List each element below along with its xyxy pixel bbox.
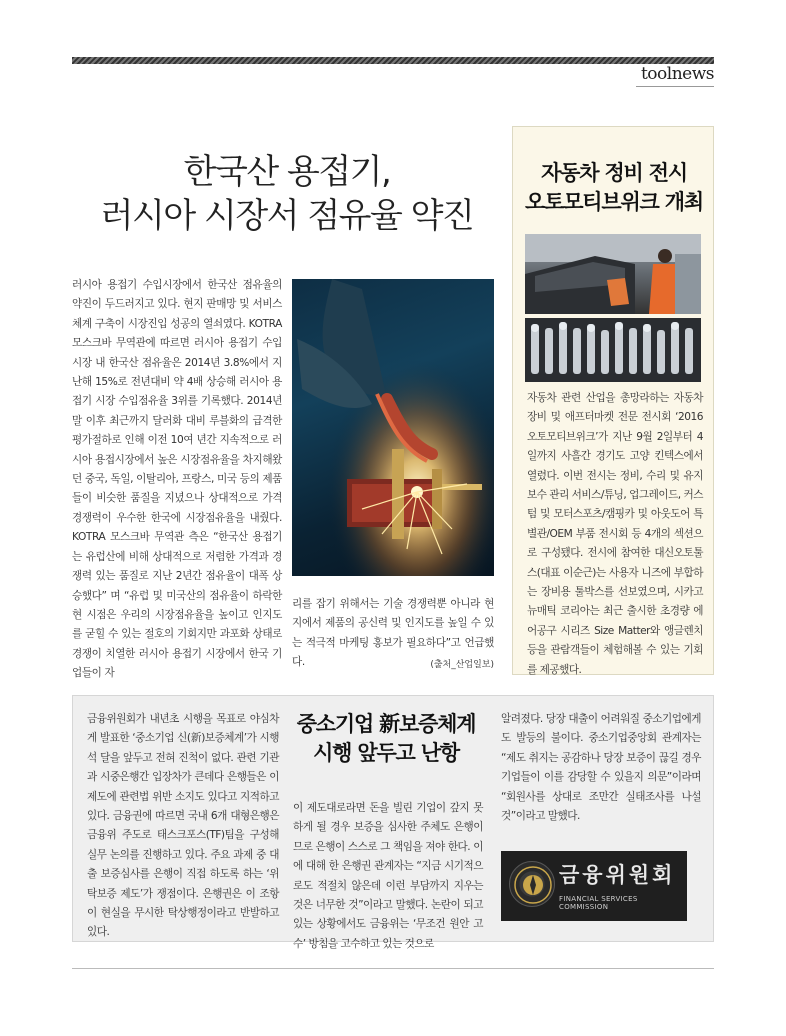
main-article-body-left: 러시아 용접기 수입시장에서 한국산 점유율의 약진이 두드러지고 있다. 현지 판매망 및 서비스 체계 구축이 시장진입 성공의 열쇠였다. KOTRA 모스크바 무역관에 따르면 러시아 용접기 수입시장 내 한국산 점유율은 2014년 3.8%에서 지난해 15%로 전년대비 약 4배 상승해 러시아 용접기 시장 수입점유율 3위를 기록했다. 2014년 말 이후 최근까지 달러화 대비 루블화의 급격한 평가절하로 인해 이전 10여 년간 지속적으로 러시아 용접시장에서 높은 시장점유율을 차지해왔던 중국, 독일, 이탈리아, 프랑스, 미국 등의 제품들이 비슷한 품질을 지녔으나 상대적으로 가격경쟁력이 우수한 한국에 시장점유율을 내줬다. KOTRA 모스크바 무역관 측은 “한국산 용접기는 유럽산에 비해 상대적으로 저렴한 가격과 경쟁력 있는 품질로 지난 2년간 점유율이 대폭 상승했다” 며 “유럽 및 미국산의 점유율이 하락한 현 시점은 우리의 시장점유율을 높이고 인지도를 굳힐 수 있는 절호의 기회지만 과포화 상태로 경쟁이 치열한 러시아 용접기 시장에서 한국 기업들이 자 — [72, 279, 282, 680]
welding-illustration — [292, 279, 494, 576]
bottom-article-col3: 알려졌다. 당장 대출이 어려워질 중소기업에게도 발등의 불이다. 중소기업중앙회 관계자는 “제도 취지는 공감하나 당장 보증이 끊길 경우 기업들이 이를 감당할 수 있을지 의문”이라며 “회원사를 상대로 조만간 실태조사를 나설 것”이라고 말했다. — [501, 713, 701, 823]
main-title-line1: 한국산 용접기, — [183, 152, 391, 192]
main-article-title — [72, 150, 502, 238]
mechanic-illustration — [525, 234, 701, 314]
mechanic-photo — [525, 234, 701, 314]
footer-rule — [72, 968, 714, 969]
fsc-logo-english: FINANCIAL SERVICES COMMISSION — [559, 895, 638, 911]
bottom-article-col1: 금융위원회가 내년초 시행을 목표로 야심차게 발표한 ‘중소기업 신(新)보증체계’가 시행 석 달을 앞두고 전혀 진척이 없다. 관련 기관과 시중은행간 입장차가 큰데다 은행들은 이 제도에 관련법 위반 소지도 있다고 지적하고 있다. 금융권에 따르면 국내 6개 대형은행은 금융위 주도로 태스크포스(TF)팀을 구성해 실무 논의를 진행하고 있다. 주요 과제 중 대출 보증심사를 은행이 직접 하도록 하는 ‘위탁보증 제도’가 쟁점이다. 은행권은 이 조항이 현실을 무시한 탁상행정이라고 반발하고 있다. — [87, 713, 279, 939]
bottom-article-title — [285, 710, 487, 768]
sidebar-box — [512, 126, 714, 675]
sidebar-title-line1: 자동차 정비 전시 — [541, 161, 687, 185]
tools-photo — [525, 318, 701, 382]
brand-logo: toolnews — [640, 64, 714, 84]
sidebar-title — [513, 159, 715, 217]
brand-underline — [636, 86, 714, 87]
fsc-logo — [501, 851, 687, 921]
sidebar-body: 자동차 관련 산업을 총망라하는 자동차 장비 및 애프터마켓 전문 전시회 ‘2016 오토모티브위크’가 지난 9월 2일부터 4일까지 사흘간 경기도 고양 킨텍스에서 열렸다. 이번 전시는 정비, 수리 및 유지보수 관리 서비스/튜닝, 업그레이드, 커스텀 및 모터스포츠/캠핑카 및 아웃도어 특별관/OEM 부품 전시회 등 4개의 섹션으로 구성됐다. 전시에 참여한 대신오토툴스(대표 이순근)는 사용자 니즈에 부합하는 장비용 툴박스를 선보였으며, 시카고 뉴매틱 코리아는 최근 출시한 초경량 에어공구 시리즈 Size Matter와 앵글렌치 등을 관람객들이 체험해볼 수 있는 기회를 제공했다. — [527, 392, 704, 676]
bottom-title-line1: 중소기업 新보증체계 — [296, 712, 476, 736]
sidebar-title-line2: 오토모티브위크 개최 — [525, 190, 703, 214]
welding-photo — [292, 279, 494, 576]
main-article-body-mid: 리를 잡기 위해서는 기술 경쟁력뿐 아니라 현지에서 제품의 공신력 및 인지도를 높일 수 있는 적극적 마케팅 홍보가 필요하다”고 언급했다. — [292, 598, 494, 669]
main-title-line2: 러시아 시장서 점유율 약진 — [100, 196, 474, 236]
fsc-emblem-icon — [509, 861, 555, 907]
fsc-emblem-graphic — [510, 862, 556, 908]
fsc-logo-korean: 금융위원회 — [559, 863, 676, 887]
bottom-article-box — [72, 695, 714, 950]
bottom-title-line2: 시행 앞두고 난항 — [313, 741, 459, 765]
tools-illustration — [525, 318, 701, 382]
bottom-article-col2: 이 제도대로라면 돈을 빌린 기업이 갚지 못하게 될 경우 보증을 심사한 주체도 은행이므로 은행이 스스로 그 책임을 져야 한다. 이에 대해 한 은행권 관계자는 “지금 시기적으로도 적절치 않은데 이런 부담까지 지우는 것은 너무한 것”이라고 말했다. 논란이 되고 있는 상황에서도 금융위는 ‘무조건 원안 고수’ 방침을 고수하고 있는 것으로 — [293, 802, 483, 950]
header-rule — [72, 57, 714, 64]
article-source: (출처_산업일보) — [430, 660, 494, 670]
